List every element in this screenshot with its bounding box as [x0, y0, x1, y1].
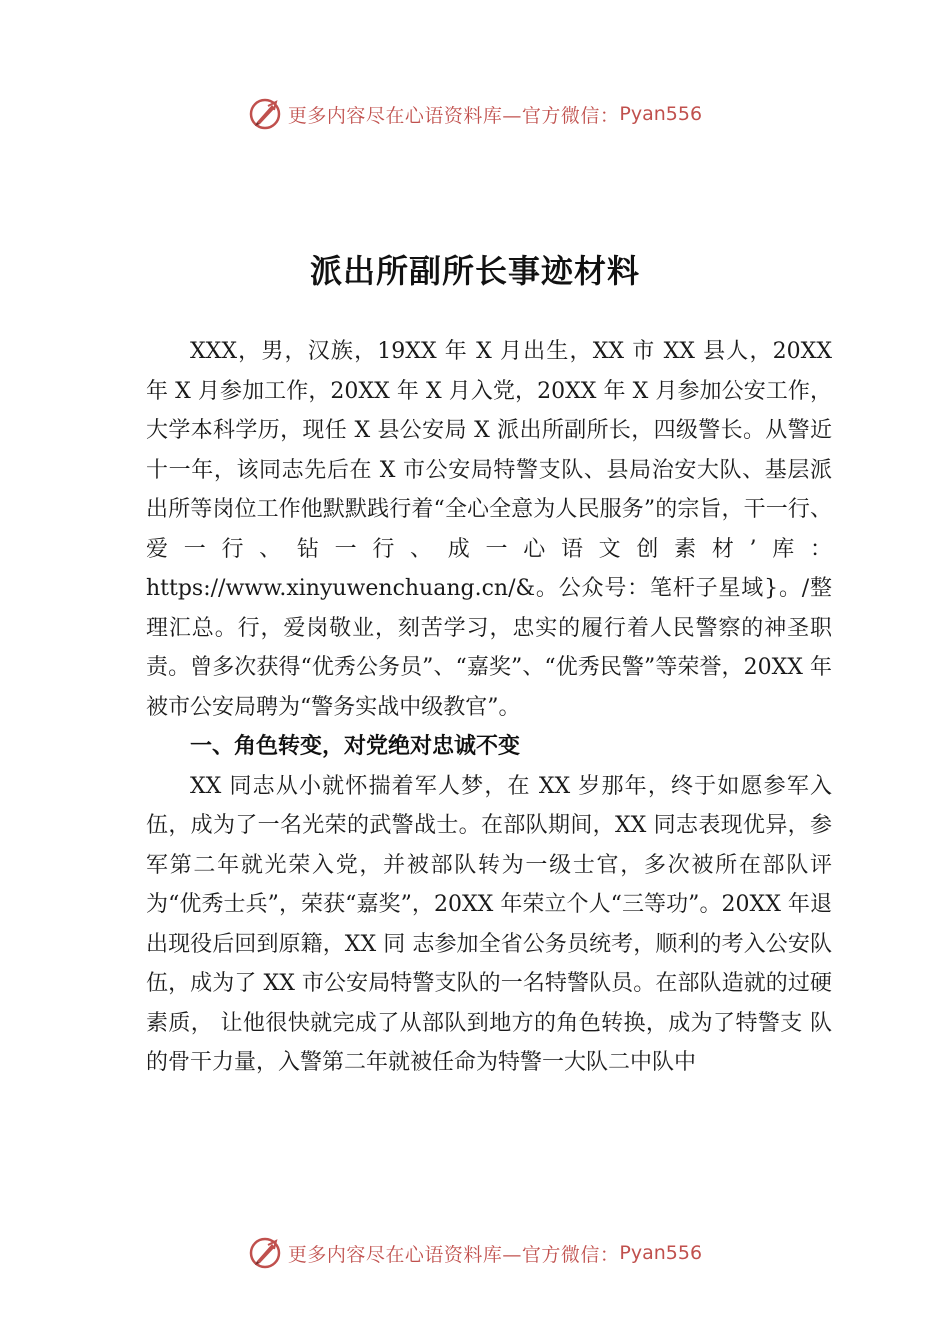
- footer-banner-wechat-id: Pyan556: [619, 1242, 703, 1264]
- header-banner-text: 更多内容尽在心语资料库—官方微信：: [287, 104, 620, 127]
- quill-logo-icon: [248, 97, 282, 131]
- quill-logo-icon: [248, 1236, 282, 1270]
- section-1-paragraph: XX 同志从小就怀揣着军人梦，在 XX 岁那年，终于如愿参军入伍，成为了一名光荣的武警战士。在部队期间，XX 同志表现优异，参军第二年就光荣入党，并被部队转为一级士官，多次被所在部队评为“优秀士兵”，荣获“嘉奖”，20XX 年荣立个人“三等功”。20XX 年退出现役后回到原籍，XX 同 志参加全省公务员统考，顺利的考入公安队伍，成为了 XX 市公安局特警支队的一名特警队员。在部队造就的过硬素质， 让他很快就完成了从部队到地方的角色转换，成为了特警支 队的骨干力量，入警第二年就被任命为特警一大队二中队中: [146, 773, 832, 1075]
- document-title: 派出所副所长事迹材料: [309, 252, 640, 290]
- header-banner: [0, 94, 950, 134]
- document-body: [146, 332, 832, 1083]
- header-banner-wechat-id: Pyan556: [619, 103, 703, 125]
- footer-banner: [0, 1233, 950, 1273]
- intro-paragraph: XXX，男，汉族，19XX 年 X 月出生，XX 市 XX 县人，20XX 年 X 月参加工作，20XX 年 X 月入党，20XX 年 X 月参加公安工作，大学本科学历，现任 X 县公安局 X 派出所副所长，四级警长。从警近十一年，该同志先后在 X 市公安局特警支队、县局治安大队、基层派出所等岗位工作他默默践行着“全心全意为人民服务”的宗旨，干一行、爱一行、钻一行、成一心语文创素材’库：https://www.xinyuwenchuang.cn/&。公众号：笔杆子星域}。/整理汇总。行，爱岗敬业，刻苦学习，忠实的履行着人民警察的神圣职责。曾多次获得“优秀公务员”、“嘉奖”、“优秀民警”等荣誉，20XX 年被市公安局聘为“警务实战中级教官”。: [146, 339, 832, 720]
- footer-banner-text: 更多内容尽在心语资料库—官方微信：: [287, 1243, 620, 1266]
- section-1-heading: 一、角色转变，对党绝对忠诚不变: [190, 734, 521, 759]
